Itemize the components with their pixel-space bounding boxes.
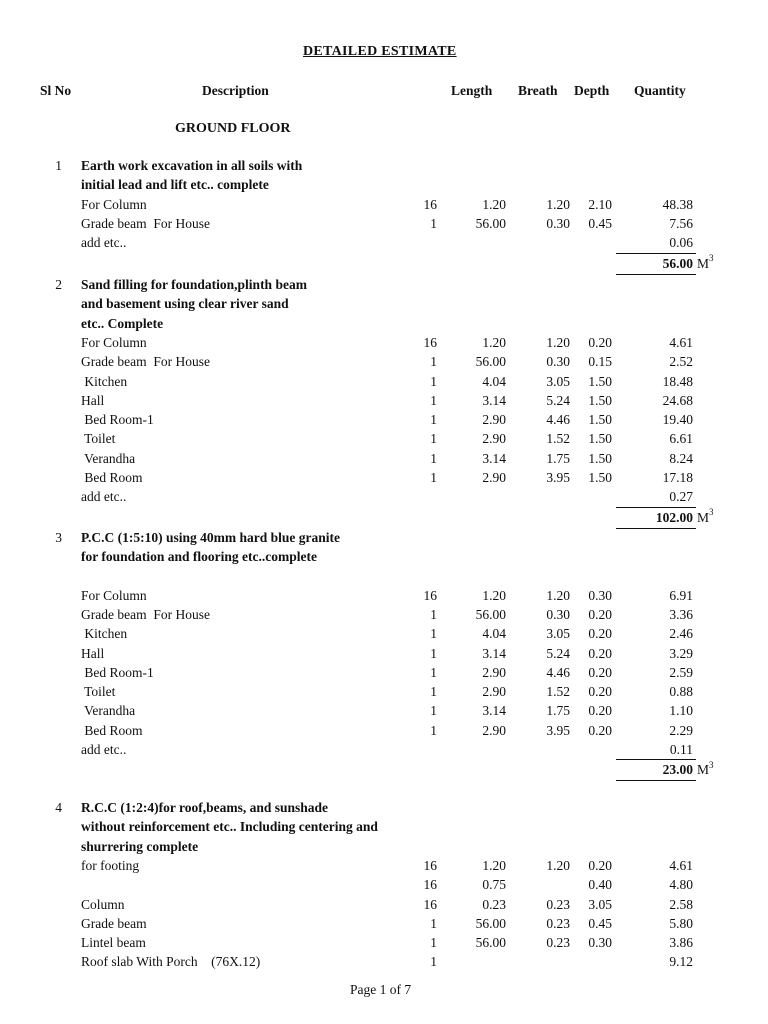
- row-label: Roof slab With Porch (76X.12): [81, 954, 261, 970]
- row-quantity: 2.59: [669, 664, 693, 680]
- row-breath: 1.20: [546, 334, 570, 350]
- row-count: 1: [430, 954, 437, 970]
- row-length: 1.20: [482, 196, 506, 212]
- row-breath: 3.05: [546, 626, 570, 642]
- row-length: 56.00: [475, 354, 506, 370]
- row-quantity: 4.80: [669, 877, 693, 893]
- row-label: Grade beam For House: [81, 354, 210, 370]
- row-label: for footing: [81, 857, 140, 873]
- subtotal-underline: [616, 274, 696, 275]
- row-quantity: 2.52: [669, 354, 693, 370]
- row-quantity: 48.38: [662, 196, 693, 212]
- item-total-quantity: 56.00: [662, 255, 693, 271]
- row-quantity: 17.18: [662, 470, 693, 485]
- row-label: Grade beam For House: [81, 606, 210, 622]
- row-label: For Column: [81, 196, 147, 212]
- row-depth: 1.50: [588, 412, 612, 428]
- page-footer: Page 1 of 7: [350, 982, 412, 997]
- item-description-line: R.C.C (1:2:4)for roof,beams, and sunshade: [81, 800, 329, 815]
- row-count: 1: [430, 450, 437, 466]
- row-length: 56.00: [475, 215, 506, 231]
- item-serial-number: 3: [55, 530, 62, 545]
- row-count: 16: [423, 877, 437, 893]
- row-breath: 1.20: [546, 857, 570, 873]
- row-count: 1: [430, 354, 437, 370]
- row-quantity: 3.29: [669, 645, 693, 661]
- row-length: 1.20: [482, 857, 506, 873]
- row-quantity: 0.06: [669, 235, 693, 251]
- section-heading: GROUND FLOOR: [175, 121, 291, 136]
- row-quantity: 0.11: [669, 742, 693, 757]
- item-description-line: etc.. Complete: [81, 315, 164, 331]
- unit-symbol: M: [697, 255, 710, 271]
- row-breath: 5.24: [546, 392, 570, 408]
- row-length: 2.90: [482, 684, 506, 700]
- row-quantity: 4.61: [669, 857, 693, 873]
- row-length: 3.14: [482, 450, 506, 466]
- row-breath: 4.46: [546, 664, 570, 680]
- row-label: Hall: [81, 392, 105, 408]
- row-depth: 1.50: [588, 470, 612, 485]
- row-length: 3.14: [482, 703, 506, 719]
- row-depth: 0.20: [588, 722, 612, 738]
- item-description-line: for foundation and flooring etc..complete: [81, 549, 317, 565]
- row-depth: 1.50: [588, 373, 612, 389]
- header-depth: Depth: [574, 83, 610, 98]
- item-serial-number: 4: [55, 800, 62, 815]
- item-description-line: Sand filling for foundation,plinth beam: [81, 277, 307, 292]
- row-depth: 0.15: [588, 354, 612, 370]
- row-breath: 3.95: [546, 470, 570, 485]
- unit-symbol: M: [697, 509, 710, 525]
- row-count: 1: [430, 431, 437, 447]
- row-depth: 0.45: [588, 915, 612, 931]
- row-depth: 0.20: [588, 645, 612, 661]
- unit-exponent: 3: [709, 253, 714, 263]
- row-length: 2.90: [482, 722, 506, 738]
- row-depth: 0.30: [588, 935, 612, 951]
- row-breath: 1.52: [546, 684, 570, 700]
- row-label: Grade beam: [81, 915, 147, 931]
- subtotal-rule: [616, 253, 696, 254]
- row-label: For Column: [81, 334, 147, 350]
- item-serial-number: 2: [55, 277, 62, 292]
- row-quantity: 6.91: [669, 587, 693, 603]
- row-label: Bed Room-1: [81, 664, 154, 680]
- row-count: 1: [430, 215, 437, 231]
- row-depth: 1.50: [588, 431, 612, 447]
- row-depth: 0.20: [588, 857, 612, 873]
- row-depth: 1.50: [588, 392, 612, 408]
- header-description: Description: [202, 83, 269, 98]
- item-total-quantity: 23.00: [662, 762, 693, 778]
- row-breath: 0.23: [546, 896, 570, 912]
- row-label: Hall: [81, 645, 105, 661]
- row-quantity: 18.48: [662, 373, 693, 389]
- row-label: Bed Room-1: [81, 412, 154, 428]
- row-label: For Column: [81, 587, 147, 603]
- item-description-line: without reinforcement etc.. Including centering and: [81, 819, 378, 835]
- document-title: DETAILED ESTIMATE: [303, 44, 457, 59]
- row-label: add etc..: [81, 742, 127, 757]
- row-depth: 0.20: [588, 626, 612, 642]
- row-count: 1: [430, 645, 437, 661]
- row-length: 0.75: [482, 877, 506, 893]
- row-depth: 0.20: [588, 684, 612, 700]
- row-quantity: 8.24: [669, 450, 693, 466]
- subtotal-rule: [616, 507, 696, 508]
- row-label: Verandha: [81, 703, 136, 719]
- row-label: Bed Room: [81, 722, 143, 738]
- row-count: 1: [430, 626, 437, 642]
- row-breath: 3.95: [546, 722, 570, 738]
- row-breath: 0.23: [546, 935, 570, 951]
- row-count: 1: [430, 664, 437, 680]
- row-quantity: 3.86: [669, 935, 693, 951]
- row-count: 1: [430, 703, 437, 719]
- row-length: 56.00: [475, 606, 506, 622]
- row-label: Kitchen: [81, 373, 128, 389]
- row-quantity: 2.29: [669, 722, 693, 738]
- row-length: 2.90: [482, 470, 506, 485]
- row-quantity: 0.88: [669, 684, 693, 700]
- row-count: 16: [423, 334, 437, 350]
- row-quantity: 9.12: [669, 954, 693, 970]
- row-count: 1: [430, 722, 437, 738]
- unit-exponent: 3: [709, 507, 714, 518]
- row-length: 2.90: [482, 664, 506, 680]
- row-depth: 0.20: [588, 606, 612, 622]
- row-length: 2.90: [482, 431, 506, 447]
- row-depth: 0.40: [588, 877, 612, 893]
- row-length: 4.04: [482, 373, 506, 389]
- row-quantity: 6.61: [669, 431, 693, 447]
- row-label: add etc..: [81, 489, 127, 505]
- header-breath: Breath: [518, 83, 558, 98]
- row-quantity: 7.56: [669, 215, 693, 231]
- row-quantity: 2.58: [669, 896, 693, 912]
- header-length: Length: [451, 83, 493, 98]
- subtotal-underline: [616, 528, 696, 529]
- unit-symbol: M: [697, 762, 710, 778]
- row-count: 1: [430, 606, 437, 622]
- row-count: 1: [430, 935, 437, 951]
- row-count: 16: [423, 196, 437, 212]
- item-description-line: initial lead and lift etc.. complete: [81, 177, 269, 193]
- subtotal-underline: [616, 780, 696, 781]
- row-count: 16: [423, 896, 437, 912]
- row-length: 0.23: [482, 896, 506, 912]
- total-unit: [697, 507, 714, 526]
- unit-exponent: 3: [709, 759, 714, 770]
- item-description-line: and basement using clear river sand: [81, 296, 289, 312]
- row-breath: 1.75: [546, 450, 570, 466]
- item-total-quantity: 102.00: [655, 509, 693, 525]
- row-label: Grade beam For House: [81, 215, 210, 231]
- row-length: 3.14: [482, 392, 506, 408]
- row-label: Verandha: [81, 450, 136, 466]
- row-breath: 1.20: [546, 196, 570, 212]
- row-label: Kitchen: [81, 626, 128, 642]
- row-depth: 0.20: [588, 334, 612, 350]
- row-breath: 5.24: [546, 645, 570, 661]
- row-depth: 0.45: [588, 215, 612, 231]
- row-quantity: 5.80: [669, 915, 693, 931]
- row-quantity: 19.40: [662, 412, 693, 428]
- row-count: 1: [430, 373, 437, 389]
- row-breath: 4.46: [546, 412, 570, 428]
- row-count: 16: [423, 857, 437, 873]
- row-breath: 0.30: [546, 215, 570, 231]
- row-length: 56.00: [475, 915, 506, 931]
- row-depth: 2.10: [588, 196, 612, 212]
- row-quantity: 24.68: [662, 392, 693, 408]
- row-label: add etc..: [81, 235, 127, 251]
- row-depth: 0.20: [588, 703, 612, 719]
- row-label: Toilet: [81, 431, 116, 447]
- row-breath: 0.30: [546, 354, 570, 370]
- total-unit: [697, 253, 714, 272]
- row-length: 3.14: [482, 645, 506, 661]
- row-breath: 1.52: [546, 431, 570, 447]
- row-label: Lintel beam: [81, 935, 146, 951]
- row-length: 4.04: [482, 626, 506, 642]
- row-breath: 1.75: [546, 703, 570, 719]
- row-quantity: 2.46: [669, 626, 693, 642]
- subtotal-rule: [616, 759, 696, 760]
- row-count: 1: [430, 684, 437, 700]
- row-length: 56.00: [475, 935, 506, 951]
- row-length: 2.90: [482, 412, 506, 428]
- row-length: 1.20: [482, 334, 506, 350]
- row-count: 1: [430, 470, 437, 485]
- item-serial-number: 1: [55, 158, 62, 173]
- total-unit: [697, 759, 714, 778]
- row-depth: 0.20: [588, 664, 612, 680]
- item-description-line: P.C.C (1:5:10) using 40mm hard blue granite: [81, 530, 341, 545]
- row-count: 1: [430, 412, 437, 428]
- header-quantity: Quantity: [634, 83, 686, 98]
- row-count: 1: [430, 915, 437, 931]
- item-description-line: Earth work excavation in all soils with: [81, 158, 303, 173]
- row-quantity: 0.27: [669, 489, 693, 505]
- row-breath: 0.23: [546, 915, 570, 931]
- row-label: Column: [81, 896, 125, 912]
- row-count: 16: [423, 587, 437, 603]
- row-quantity: 1.10: [669, 703, 693, 719]
- row-label: Toilet: [81, 684, 116, 700]
- row-quantity: 3.36: [669, 606, 693, 622]
- row-label: Bed Room: [81, 470, 143, 485]
- item-description-line: shurrering complete: [81, 838, 199, 854]
- header-sl-no: Sl No: [40, 83, 72, 98]
- row-length: 1.20: [482, 587, 506, 603]
- row-depth: 1.50: [588, 450, 612, 466]
- row-breath: 1.20: [546, 587, 570, 603]
- row-depth: 3.05: [588, 896, 612, 912]
- row-depth: 0.30: [588, 587, 612, 603]
- row-quantity: 4.61: [669, 334, 693, 350]
- row-count: 1: [430, 392, 437, 408]
- row-breath: 0.30: [546, 606, 570, 622]
- row-breath: 3.05: [546, 373, 570, 389]
